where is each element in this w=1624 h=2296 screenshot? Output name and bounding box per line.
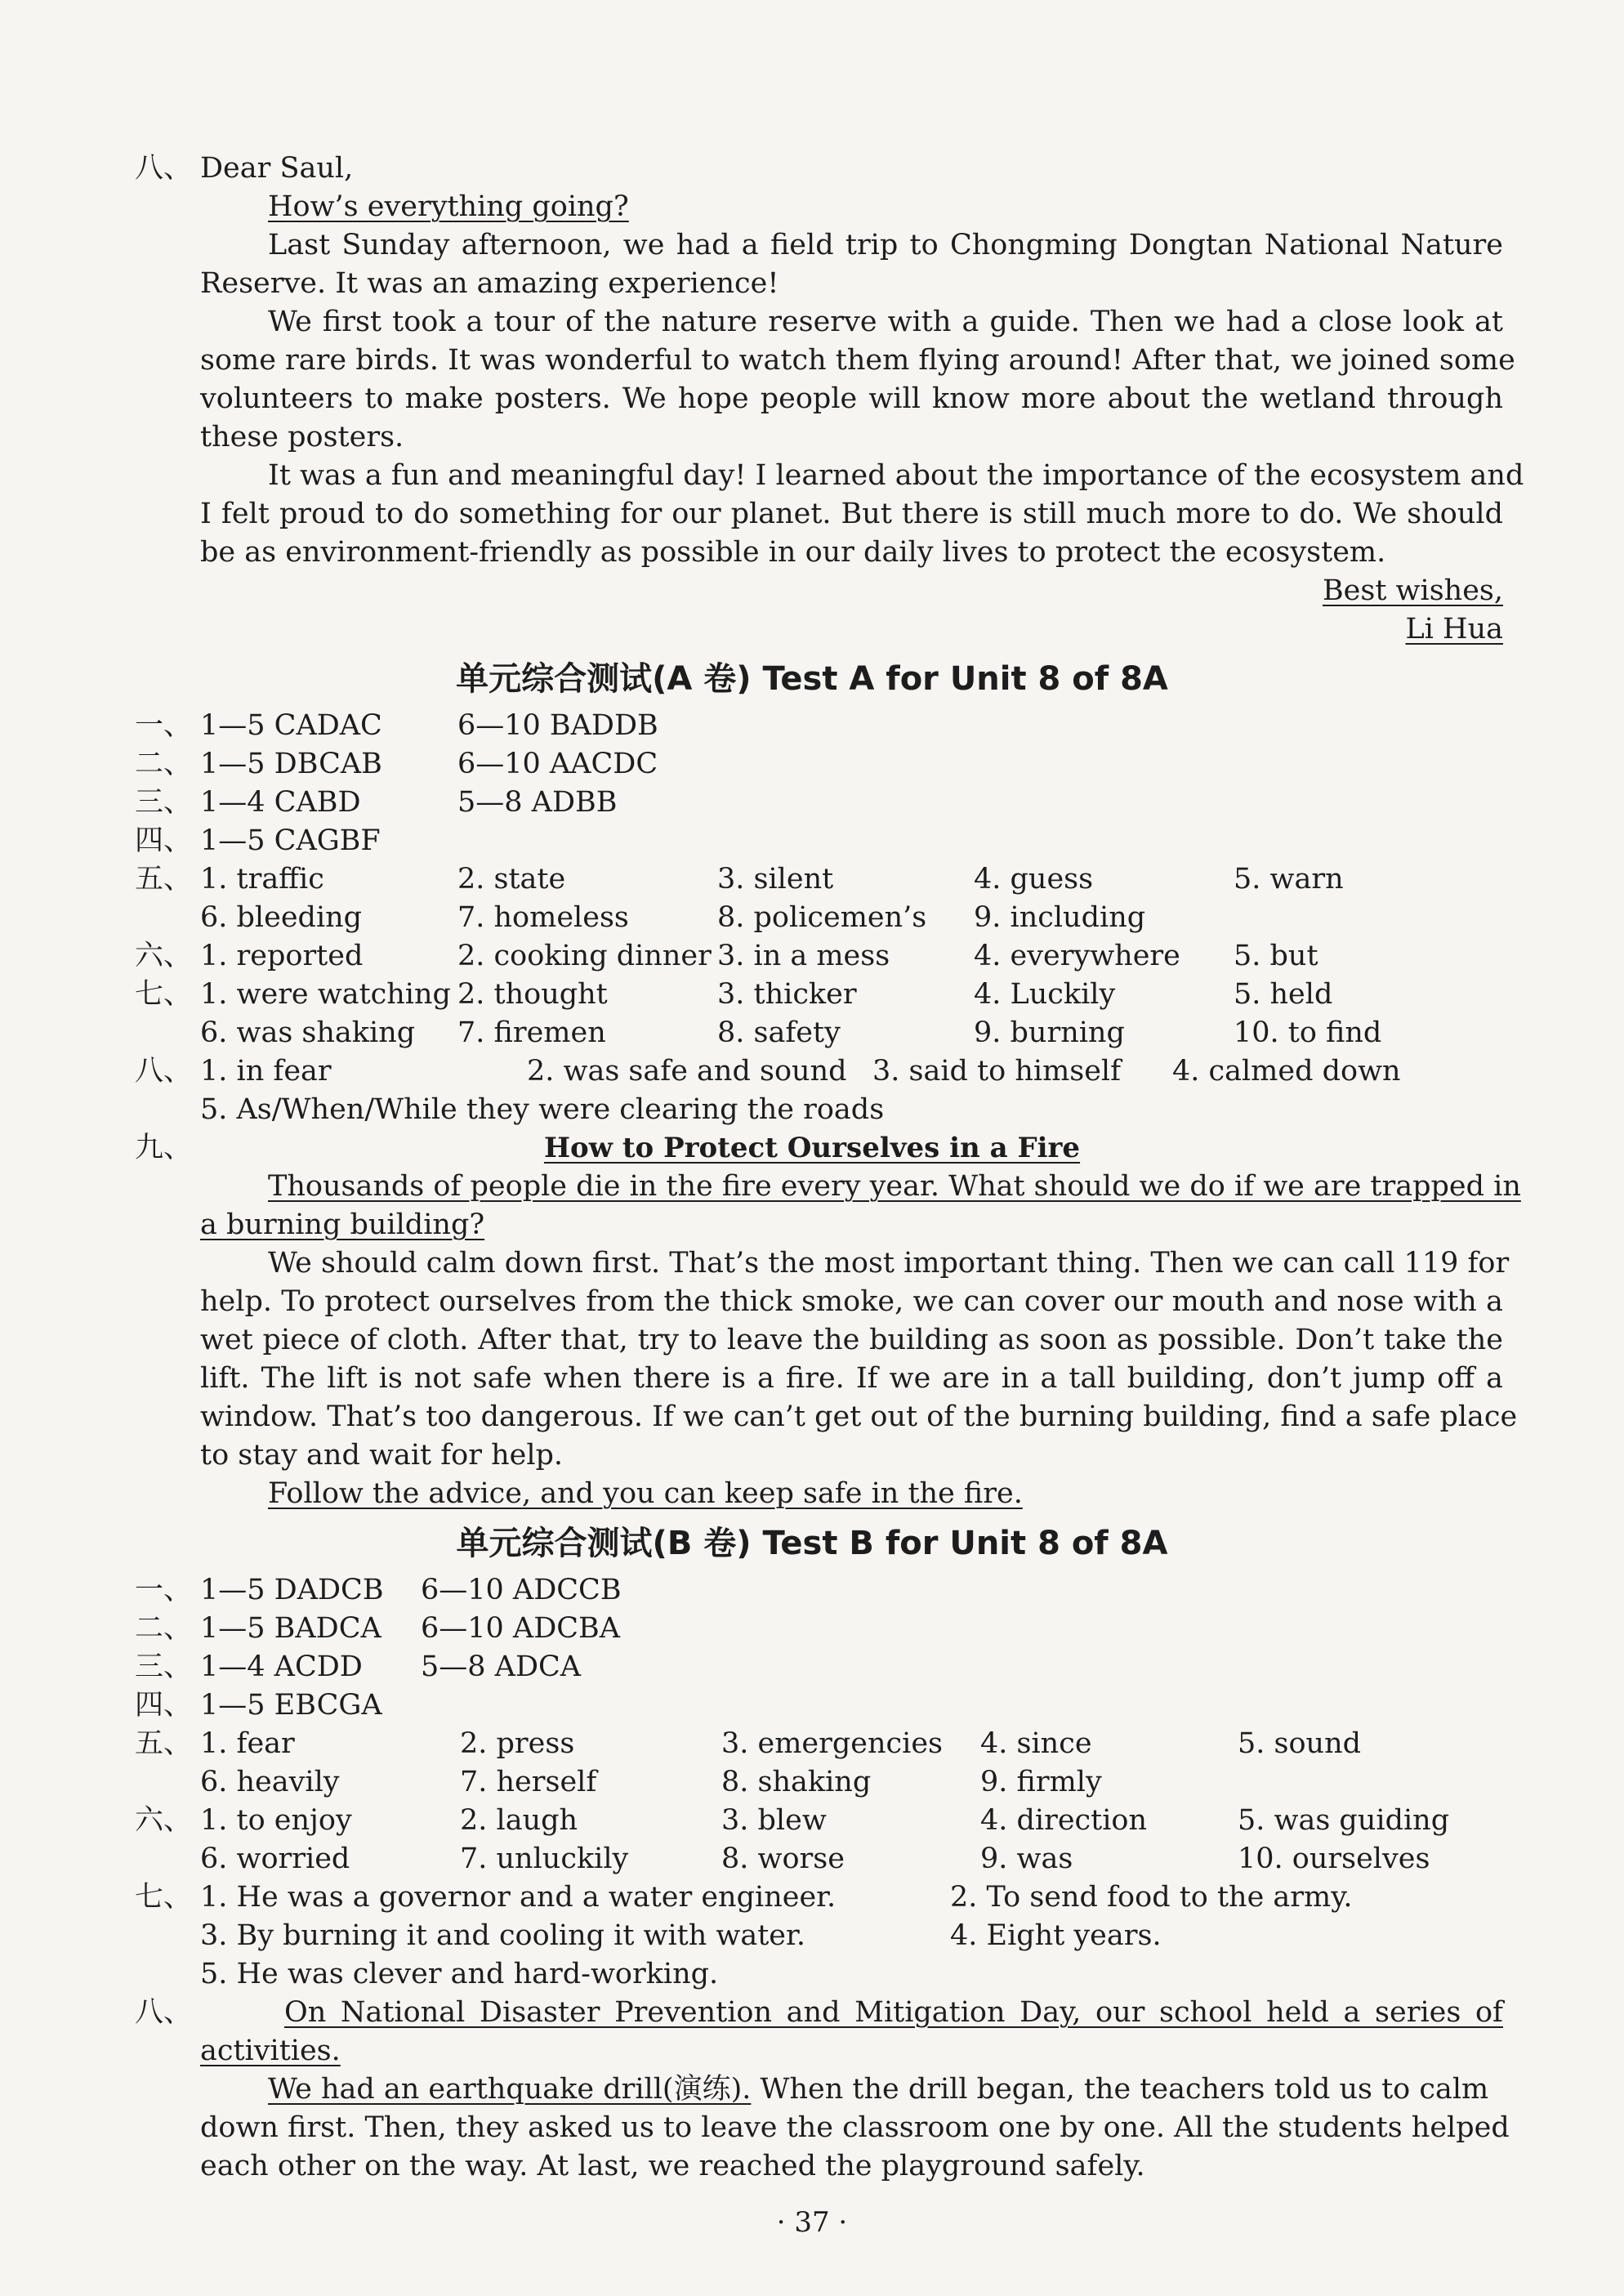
section-label: 一、	[135, 1574, 193, 1606]
answer-cell: 10. to find	[1234, 1016, 1382, 1049]
answer-cell: 5. held	[1234, 978, 1333, 1011]
answer-cell: 10. ourselves	[1238, 1843, 1430, 1875]
answer-cell: 1—5 BADCA	[200, 1612, 381, 1645]
answer-cell: 1—5 DBCAB	[200, 748, 382, 780]
answer-cell: 6—10 ADCBA	[421, 1612, 621, 1645]
answer-cell: 8. policemen’s	[717, 901, 927, 934]
answer-cell: 5. was guiding	[1238, 1804, 1450, 1837]
answer-cell: 5—8 ADBB	[457, 786, 618, 819]
answer-cell: 1—4 ACDD	[200, 1651, 363, 1683]
letter-line: these posters.	[200, 421, 404, 453]
answer-cell: 1—4 CABD	[200, 786, 361, 819]
answer-cell: 6. worried	[200, 1843, 350, 1875]
answer-cell: 4. everywhere	[974, 940, 1180, 972]
answer-cell: 6. bleeding	[200, 901, 363, 934]
essay-line: Follow the advice, and you can keep safe in the fire.	[268, 1477, 1023, 1510]
section-label: 八、	[135, 1055, 193, 1088]
letter-line: I felt proud to do something for our planet. But there is still much more to do. We should	[200, 498, 1503, 530]
answer-cell: 1. fear	[200, 1727, 295, 1760]
answer-cell: 1. to enjoy	[200, 1804, 352, 1837]
answer-cell: 3. emergencies	[721, 1727, 943, 1760]
section-label: 九、	[135, 1132, 193, 1164]
letter-line: be as environment-friendly as possible in our daily lives to protect the ecosystem.	[200, 536, 1386, 569]
letter-line: Last Sunday afternoon, we had a field trip to Chongming Dongtan National Nature	[268, 229, 1503, 261]
answer-cell: 3. said to himself	[872, 1055, 1122, 1088]
essay-line: Thousands of people die in the fire every year. What should we do if we are trapped in	[268, 1170, 1521, 1203]
answer-cell: 1—5 CADAC	[200, 709, 382, 742]
answer-cell: 7. homeless	[457, 901, 629, 934]
section-label: 五、	[135, 863, 193, 896]
section-label: 五、	[135, 1727, 193, 1760]
answer-cell: 5—8 ADCA	[421, 1651, 582, 1683]
test-b-heading: 单元综合测试(B 卷) Test B for Unit 8 of 8A	[456, 1525, 1168, 1562]
page-number: · 37 ·	[776, 2206, 848, 2239]
section-label: 三、	[135, 1651, 193, 1683]
section-label: 八、	[135, 152, 193, 185]
essay-line: a burning building?	[200, 1208, 485, 1241]
answer-cell: 5. sound	[1238, 1727, 1362, 1760]
answer-cell: 4. guess	[974, 863, 1094, 896]
section-label: 七、	[135, 1881, 193, 1914]
letter-line: We first took a tour of the nature reserve with a guide. Then we had a close look at	[268, 306, 1503, 338]
answer-cell: 9. firmly	[980, 1766, 1102, 1798]
essay-line: each other on the way. At last, we reached the playground safely.	[200, 2150, 1145, 2182]
answer-cell: 5. As/When/While they were clearing the roads	[200, 1093, 885, 1126]
answer-cell: 1. in fear	[200, 1055, 332, 1088]
answer-cell: 4. calmed down	[1172, 1055, 1401, 1088]
closing: Best wishes,	[1322, 574, 1503, 607]
essay-title: How to Protect Ourselves in a Fire	[543, 1132, 1081, 1164]
answer-cell: 1—5 EBCGA	[200, 1689, 382, 1722]
opening-line: How’s everything going?	[268, 190, 629, 223]
answer-cell: 7. unluckily	[460, 1843, 629, 1875]
section-label: 八、	[135, 1996, 193, 2029]
answer-cell: 7. herself	[460, 1766, 597, 1798]
essay-line: lift. The lift is not safe when there is a fire. If we are in a tall building, don’t jump off a	[200, 1362, 1503, 1395]
signature: Li Hua	[1405, 613, 1503, 645]
letter-line: Reserve. It was an amazing experience!	[200, 267, 779, 300]
answer-cell: 5. but	[1234, 940, 1318, 972]
essay-line: We should calm down first. That’s the most important thing. Then we can call 119 for	[268, 1247, 1510, 1280]
answer-cell: 7. firemen	[457, 1016, 606, 1049]
letter-line: volunteers to make posters. We hope people will know more about the wetland through	[200, 382, 1503, 415]
answer-cell: 2. To send food to the army.	[950, 1881, 1353, 1914]
answer-cell: 3. thicker	[717, 978, 857, 1011]
section-label: 四、	[135, 1689, 193, 1722]
section-label: 六、	[135, 1804, 193, 1837]
answer-cell: 4. direction	[980, 1804, 1148, 1837]
answer-cell: 2. was safe and sound	[527, 1055, 847, 1088]
section-label: 一、	[135, 709, 193, 742]
answer-cell: 5. He was clever and hard-working.	[200, 1958, 719, 1990]
section-label: 二、	[135, 748, 193, 780]
essay-line: to stay and wait for help.	[200, 1439, 564, 1472]
answer-cell: 6—10 ADCCB	[421, 1574, 622, 1606]
section-label: 三、	[135, 786, 193, 819]
answer-cell: 3. By burning it and cooling it with water.	[200, 1919, 806, 1952]
essay-line: wet piece of cloth. After that, try to leave the building as soon as possible. Don’t take the	[200, 1324, 1503, 1356]
section-label: 四、	[135, 824, 193, 857]
essay-line: On National Disaster Prevention and Mitigation Day, our school held a series of	[284, 1996, 1503, 2029]
section-label: 七、	[135, 978, 193, 1011]
section-label: 二、	[135, 1612, 193, 1645]
answer-cell: 1. He was a governor and a water engineer.	[200, 1881, 837, 1914]
answer-cell: 9. burning	[974, 1016, 1125, 1049]
answer-cell: 1. traffic	[200, 863, 324, 896]
essay-underlined: We had an earthquake drill(演练).	[268, 2073, 752, 2106]
answer-cell: 8. safety	[717, 1016, 841, 1049]
answer-cell: 8. worse	[721, 1843, 845, 1875]
letter-line: It was a fun and meaningful day! I learned about the importance of the ecosystem and	[268, 459, 1524, 492]
answer-cell: 1—5 CAGBF	[200, 824, 381, 857]
answer-cell: 4. Eight years.	[950, 1919, 1162, 1952]
answer-cell: 5. warn	[1234, 863, 1344, 896]
essay-line: help. To protect ourselves from the thick smoke, we can cover our mouth and nose with a	[200, 1285, 1503, 1318]
answer-cell: 2. cooking dinner	[457, 940, 712, 972]
essay-line	[268, 2070, 1488, 2108]
answer-cell: 2. thought	[457, 978, 608, 1011]
essay-line: activities.	[200, 2035, 341, 2067]
answer-cell: 2. press	[460, 1727, 575, 1760]
answer-cell: 2. laugh	[460, 1804, 578, 1837]
answer-cell: 9. was	[980, 1843, 1073, 1875]
answer-cell: 3. in a mess	[717, 940, 890, 972]
answer-cell: 2. state	[457, 863, 566, 896]
salutation: Dear Saul,	[200, 152, 354, 185]
letter-line: some rare birds. It was wonderful to watch them flying around! After that, we joined some	[200, 344, 1515, 377]
answer-cell: 4. since	[980, 1727, 1092, 1760]
answer-cell: 3. blew	[721, 1804, 827, 1837]
answer-cell: 1—5 DADCB	[200, 1574, 384, 1606]
essay-rest: When the drill began, the teachers told us to calm	[751, 2073, 1489, 2106]
section-label: 六、	[135, 940, 193, 972]
answer-cell: 6—10 AACDC	[457, 748, 658, 780]
test-a-heading: 单元综合测试(A 卷) Test A for Unit 8 of 8A	[456, 660, 1168, 698]
answer-cell: 8. shaking	[721, 1766, 872, 1798]
answer-cell: 1. reported	[200, 940, 364, 972]
answer-cell: 6. heavily	[200, 1766, 340, 1798]
essay-line: window. That’s too dangerous. If we can’t get out of the burning building, find a safe place	[200, 1400, 1518, 1433]
answer-cell: 1. were watching	[200, 978, 451, 1011]
answer-cell: 4. Luckily	[974, 978, 1116, 1011]
answer-cell: 9. including	[974, 901, 1146, 934]
answer-cell: 6—10 BADDB	[457, 709, 658, 742]
answer-cell: 3. silent	[717, 863, 834, 896]
essay-line: down first. Then, they asked us to leave the classroom one by one. All the students helped	[200, 2111, 1510, 2144]
answer-cell: 6. was shaking	[200, 1016, 416, 1049]
